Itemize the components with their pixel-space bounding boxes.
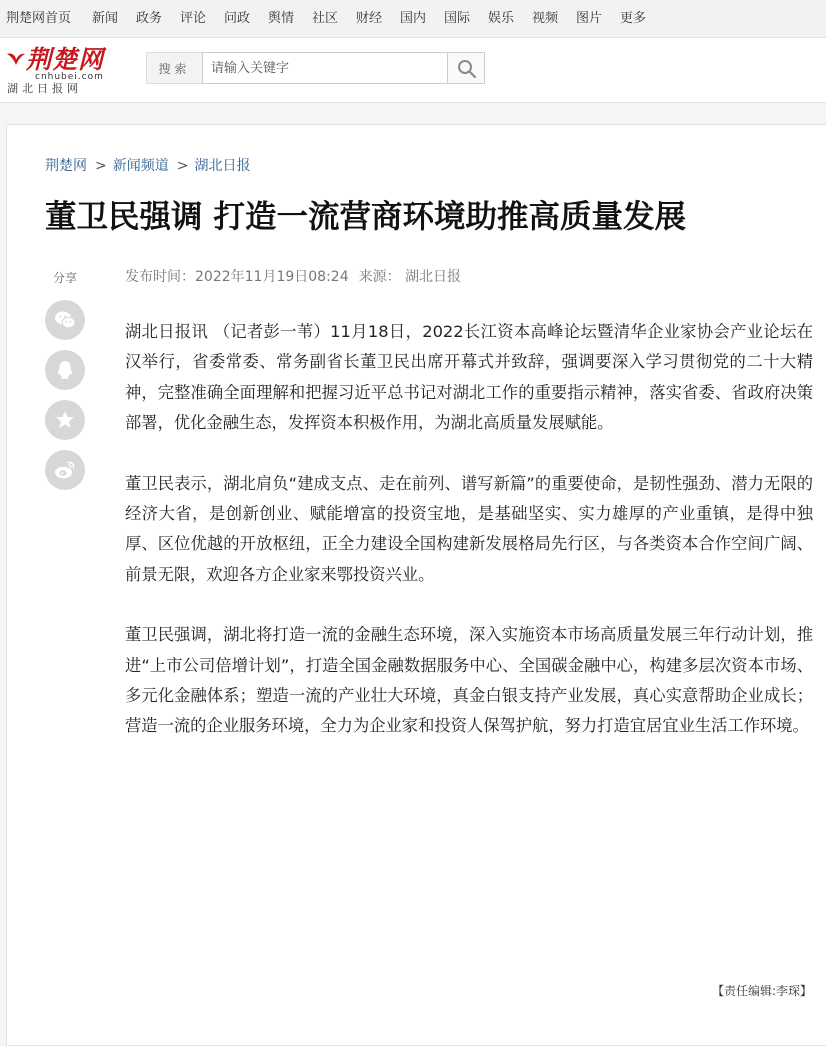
site-logo[interactable] — [6, 44, 110, 96]
logo-bird-icon — [6, 50, 26, 66]
nav-item-public-opinion[interactable]: 舆情 — [268, 11, 295, 26]
share-weibo-button[interactable] — [45, 450, 85, 490]
share-qq-button[interactable] — [45, 350, 85, 390]
share-favorite-button[interactable] — [45, 400, 85, 440]
breadcrumb-item-hubei-daily[interactable]: 湖北日报 — [194, 158, 251, 174]
responsible-editor: 【责任编辑:李琛】 — [712, 984, 813, 998]
weibo-icon — [53, 458, 77, 482]
logo-chinese-text: 荆楚网 — [26, 45, 105, 74]
search-button[interactable] — [447, 52, 485, 84]
breadcrumb-item-news-channel[interactable]: 新闻频道 — [112, 158, 169, 174]
top-nav-bar — [0, 0, 826, 38]
breadcrumb-separator: > — [176, 158, 189, 174]
nav-item-commentary[interactable]: 评论 — [180, 11, 207, 26]
logo-subtitle: 湖北日报网 — [7, 82, 82, 95]
share-label: 分享 — [53, 271, 78, 285]
share-wechat-button[interactable] — [45, 300, 85, 340]
nav-item-finance[interactable]: 财经 — [356, 11, 383, 26]
wechat-icon — [53, 308, 77, 332]
favorite-star-icon — [53, 408, 77, 432]
nav-item-domestic[interactable]: 国内 — [400, 11, 427, 26]
breadcrumb — [45, 156, 250, 176]
article-title: 董卫民强调 打造一流营商环境助推高质量发展 — [45, 199, 686, 235]
article-paragraph: 董卫民表示，湖北肩负“建成支点、走在前列、谱写新篇”的重要使命，是韧性强劲、潜力无限的经济大省，是创新创业、赋能增富的投资宝地，是基础坚实、实力雄厚的产业重镇，是得中独厚、区位优越的开放枢纽，正全力建设全国构建新发展格局先行区，与各类资本合作空间广阔、前景无限，欢迎各方企业家来鄂投资兴业。 — [125, 473, 813, 584]
article-paragraph: 董卫民强调，湖北将打造一流的金融生态环境，深入实施资本市场高质量发展三年行动计划，推进“上市公司倍增计划”，打造全国金融数据服务中心、全国碳金融中心，构建多层次资本市场、多元化金融体系；塑造一流的产业壮大环境，真金白银支持产业发展，真心实意帮助企业成长；营造一流的企业服务环境，全力为企业家和投资人保驾护航，努力打造宜居宜业生活工作环境。 — [125, 625, 813, 736]
nav-item-community[interactable]: 社区 — [312, 11, 339, 26]
breadcrumb-item-home[interactable]: 荆楚网 — [45, 158, 87, 174]
logo-domain-text: cnhubei.com — [35, 72, 104, 82]
search-label: 搜索 — [146, 52, 202, 84]
qq-icon — [53, 358, 77, 382]
site-header — [0, 38, 826, 103]
article-paragraph: 湖北日报讯 （记者彭一苇）11月18日，2022长江资本高峰论坛暨清华企业家协会产业论坛在汉举行，省委常委、常务副省长董卫民出席开幕式并致辞，强调要深入学习贯彻党的二十大精神，完整准确全面理解和把握习近平总书记对湖北工作的重要指示精神，落实省委、省政府决策部署，优化金融生态，发挥资本积极作用，为湖北高质量发展赋能。 — [125, 322, 813, 433]
search-icon — [457, 59, 477, 79]
breadcrumb-separator: > — [95, 158, 107, 174]
publish-time: 发布时间：2022年11月19日08:24 — [125, 269, 349, 285]
article-source: 来源： 湖北日报 — [358, 269, 462, 285]
nav-item-international[interactable]: 国际 — [444, 11, 471, 26]
article-meta — [125, 267, 471, 287]
nav-item-entertainment[interactable]: 娱乐 — [488, 11, 515, 26]
nav-item-pictures[interactable]: 图片 — [576, 11, 603, 26]
article-card — [6, 124, 826, 1046]
search-input[interactable] — [202, 52, 448, 84]
nav-item-video[interactable]: 视频 — [532, 11, 559, 26]
nav-item-news[interactable]: 新闻 — [92, 11, 119, 26]
article-body — [125, 317, 813, 772]
nav-item-more[interactable]: 更多 — [620, 11, 647, 26]
nav-item-government[interactable]: 政务 — [136, 11, 163, 26]
nav-item-inquiry[interactable]: 问政 — [224, 11, 251, 26]
nav-item-home[interactable]: 荆楚网首页 — [6, 11, 72, 26]
